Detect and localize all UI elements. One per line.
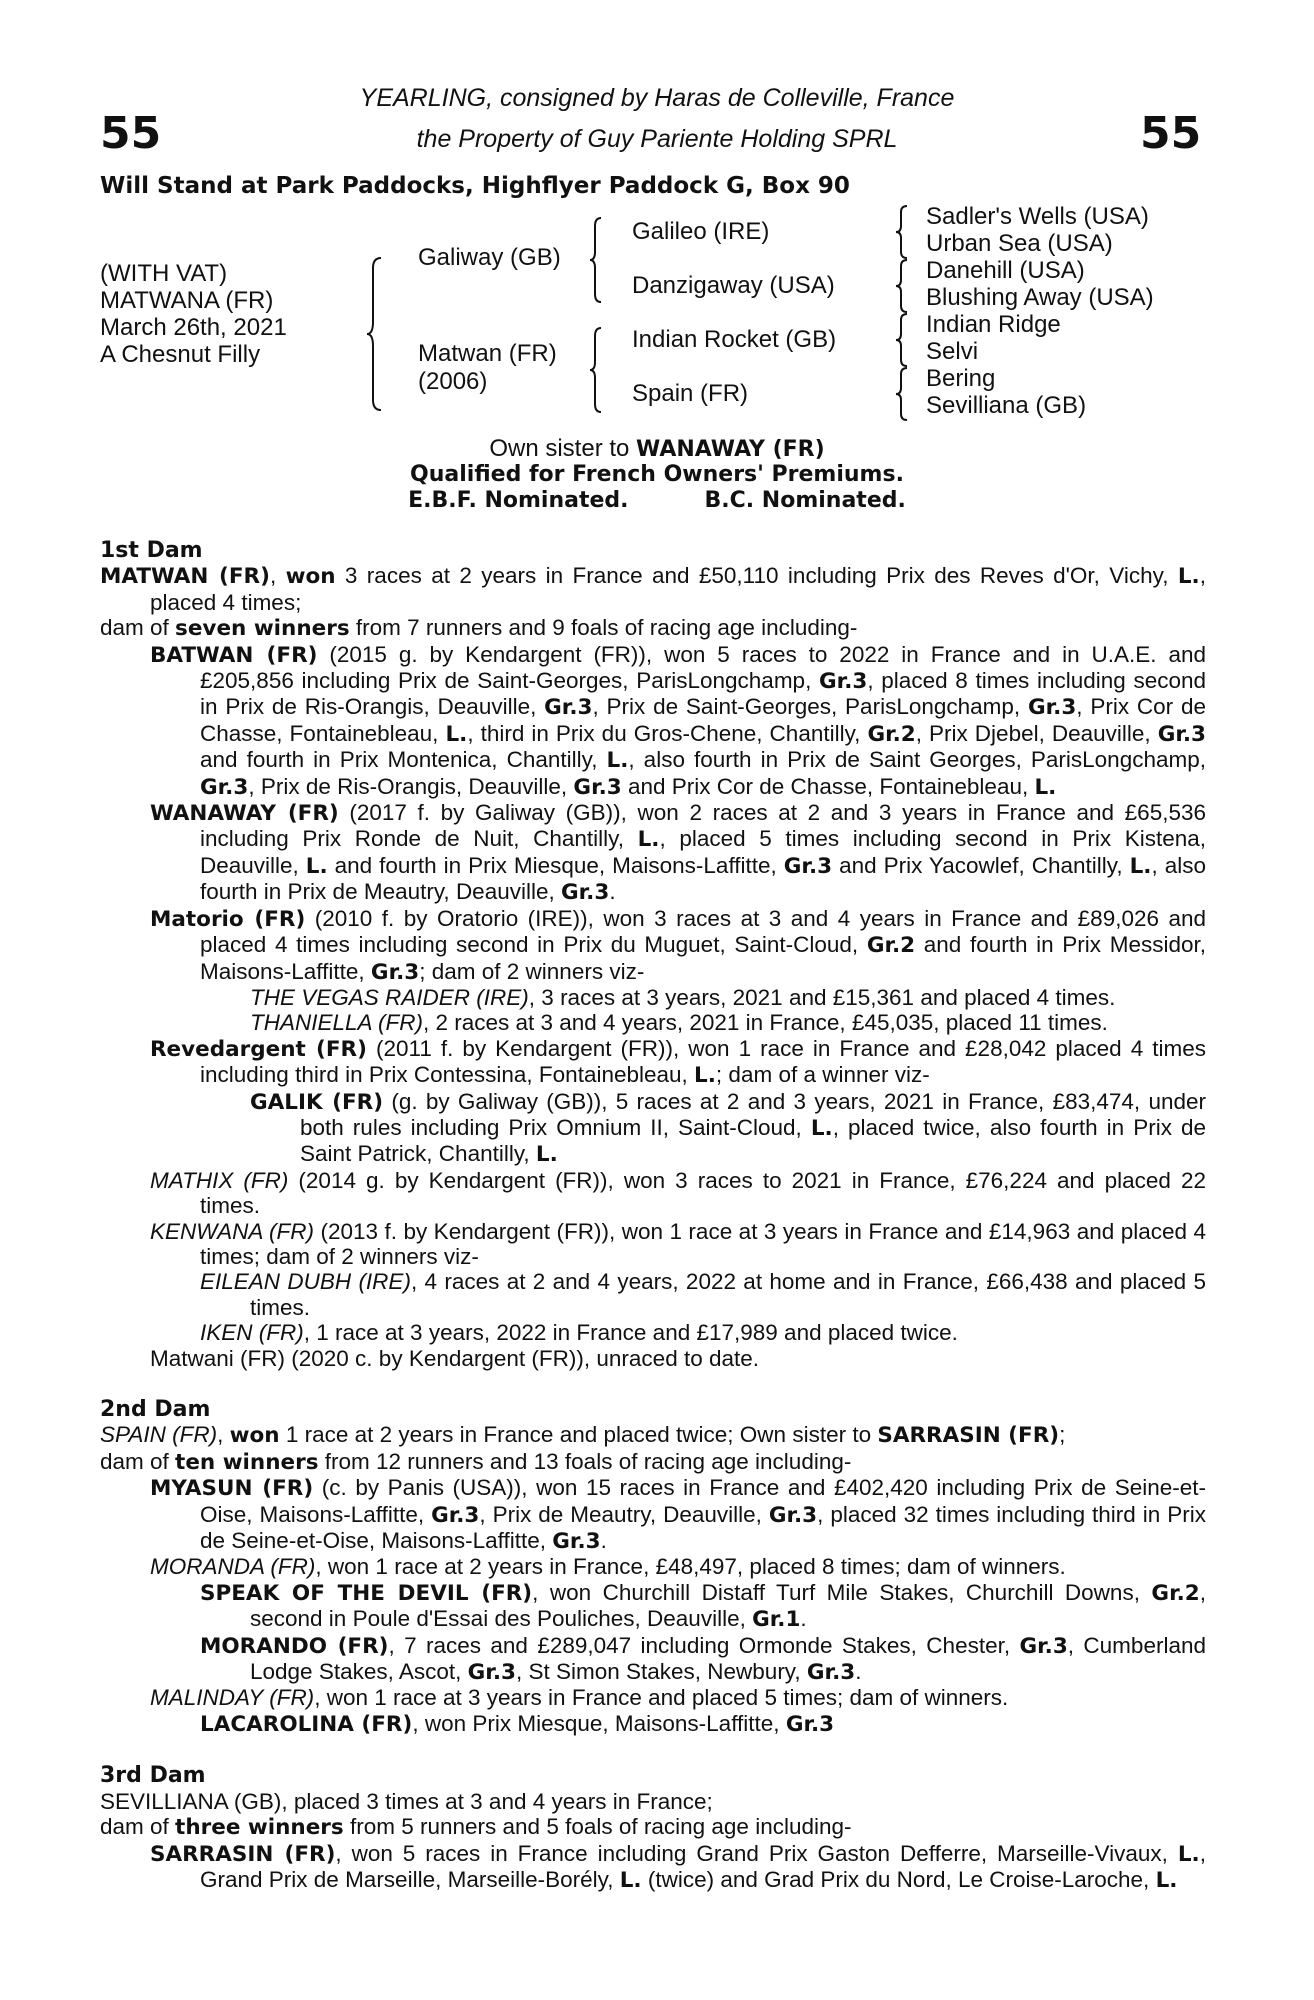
produce-wanaway: WANAWAY (FR) (2017 f. by Galiway (GB)), won 2 races at 2 and 3 years in France and £65,536 including Prix Ronde de Nuit, Chantilly, L., placed 5 times including second in Prix Kistena, Deauville, L. and fourth in Prix Miesque, Maisons-Laffitte, Gr.3 and Prix Yacowlef, Chantilly, L., also fourth in Prix de Meautry, Deauville, Gr.3. xyxy=(150,800,1207,906)
pedigree-sire-dam: Danzigaway (USA) xyxy=(632,272,835,299)
own-sister-note: Own sister to WANAWAY (FR) xyxy=(489,435,825,462)
horse-name: MATWANA (FR) xyxy=(100,287,274,314)
pedigree-g8: Sevilliana (GB) xyxy=(926,392,1087,419)
first-dam-summary: MATWAN (FR), won 3 races at 2 years in France and £50,110 including Prix des Reves d'Or, Vichy, L., placed 4 times; xyxy=(100,563,1206,615)
consignment-line: YEARLING, consigned by Haras de Colleville, France xyxy=(359,84,955,112)
first-dam-heading: 1st Dam xyxy=(100,538,203,563)
produce-batwan: BATWAN (FR) (2015 g. by Kendargent (FR)), won 5 races to 2022 in France and in U.A.E. and £205,856 including Prix de Saint-Georges, ParisLongchamp, Gr.3, placed 8 times including second in Prix de Ris-Orangis, Deauville, Gr.3, Prix de Saint-Georges, ParisLongchamp, Gr.3, Prix Cor de Chasse, Fontainebleau, L., third in Prix du Gros-Chene, Chantilly, Gr.2, Prix Djebel, Deauville, Gr.3 and fourth in Prix Montenica, Chantilly, L., also fourth in Prix de Saint Georges, ParisLongchamp, Gr.3, Prix de Ris-Orangis, Deauville, Gr.3 and Prix Cor de Chasse, Fontainebleau, L. xyxy=(150,641,1206,800)
produce-mathix: MATHIX (FR) (2014 g. by Kendargent (FR)), won 3 races to 2021 in France, £76,224 and placed 22 times. xyxy=(150,1167,1207,1219)
second-dam-summary: SPAIN (FR), won 1 race at 2 years in France and placed twice; Own sister to SARRASIN (FR); xyxy=(100,1422,1066,1449)
third-dam-summary: SEVILLIANA (GB), placed 3 times at 3 and 4 years in France; xyxy=(100,1788,713,1814)
produce-revedargent: Revedargent (FR) (2011 f. by Kendargent (FR)), won 1 race in France and £28,042 placed 4 times including third in Prix Contessina, Fontainebleau, L.; dam of a winner viz- xyxy=(150,1035,1207,1089)
pedigree-brace-g3 xyxy=(894,312,910,368)
lot-number-left: 55 xyxy=(100,108,162,159)
pedigree-dam-sire: Indian Rocket (GB) xyxy=(632,326,837,353)
dam-record xyxy=(100,538,1206,1893)
pedigree-brace-main xyxy=(365,256,385,412)
premiums-note: Qualified for French Owners' Premiums. xyxy=(410,462,904,487)
pedigree-g5: Indian Ridge xyxy=(926,311,1061,338)
produce-speak-of-the-devil: SPEAK OF THE DEVIL (FR), won Churchill Distaff Turf Mile Stakes, Churchill Downs, Gr.2, second in Poule d'Essai des Pouliches, Deauville, Gr.1. xyxy=(200,1579,1206,1633)
pedigree-g4: Blushing Away (USA) xyxy=(926,284,1154,311)
produce-myasun: MYASUN (FR) (c. by Panis (USA)), won 15 races in France and £402,420 including Prix de Seine-et-Oise, Maisons-Laffitte, Gr.3, Prix de Meautry, Deauville, Gr.3, placed 32 times including third in Prix de Seine-et-Oise, Maisons-Laffitte, Gr.3. xyxy=(150,1475,1206,1555)
produce-kenwana: KENWANA (FR) (2013 f. by Kendargent (FR)), won 1 race at 3 years in France and £14,963 and placed 4 times; dam of 2 winners viz- xyxy=(150,1218,1206,1269)
produce-matorio: Matorio (FR) (2010 f. by Oratorio (IRE)), won 3 races at 3 and 4 years in France and £89,026 and placed 4 times including second in Prix du Muguet, Saint-Cloud, Gr.2 and fourth in Prix Messidor, Maisons-Laffitte, Gr.3; dam of 2 winners viz- xyxy=(150,905,1207,985)
second-dam-heading: 2nd Dam xyxy=(100,1397,211,1422)
lot-number-right: 55 xyxy=(1140,108,1202,159)
pedigree-sire: Galiway (GB) xyxy=(418,244,561,271)
produce-moranda: MORANDA (FR), won 1 race at 2 years in France, £48,497, placed 8 times; dam of winners. xyxy=(150,1554,1066,1580)
stand-location: Will Stand at Park Paddocks, Highflyer Paddock G, Box 90 xyxy=(100,173,850,199)
property-line: the Property of Guy Pariente Holding SPRL xyxy=(416,125,898,153)
second-dam-produce: dam of ten winners from 12 runners and 13 foals of racing age including- xyxy=(100,1448,852,1475)
nominations-note: E.B.F. Nominated. B.C. Nominated. xyxy=(408,488,906,513)
first-dam-produce: dam of seven winners from 7 runners and 9 foals of racing age including- xyxy=(100,615,858,642)
pedigree-brace-g2 xyxy=(894,258,910,314)
pedigree-brace-dam xyxy=(588,326,604,414)
produce-iken: IKEN (FR), 1 race at 3 years, 2022 in France and £17,989 and placed twice. xyxy=(200,1320,958,1346)
horse-description: A Chesnut Filly xyxy=(100,341,261,368)
pedigree-brace-sire xyxy=(588,216,604,304)
pedigree-dam: Matwan (FR) xyxy=(418,340,557,367)
third-dam-produce: dam of three winners from 5 runners and 5 foals of racing age including- xyxy=(100,1814,852,1841)
vat-note: (WITH VAT) xyxy=(100,260,228,287)
produce-eilean-dubh: EILEAN DUBH (IRE), 4 races at 2 and 4 years, 2022 at home and in France, £66,438 and placed 5 times. xyxy=(200,1269,1206,1320)
pedigree-g1: Sadler's Wells (USA) xyxy=(926,203,1149,230)
produce-morando: MORANDO (FR), 7 races and £289,047 including Ormonde Stakes, Chester, Gr.3, Cumberland Lodge Stakes, Ascot, Gr.3, St Simon Stakes, Newbury, Gr.3. xyxy=(200,1632,1206,1686)
produce-lacarolina: LACAROLINA (FR), won Prix Miesque, Maisons-Laffitte, Gr.3 xyxy=(200,1710,835,1737)
pedigree-g2: Urban Sea (USA) xyxy=(926,230,1113,257)
third-dam-heading: 3rd Dam xyxy=(100,1763,206,1789)
pedigree-dam-dam: Spain (FR) xyxy=(632,380,749,407)
pedigree-g6: Selvi xyxy=(926,338,979,365)
produce-thaniella: THANIELLA (FR), 2 races at 3 and 4 years, 2021 in France, £45,035, placed 11 times. xyxy=(250,1010,1108,1036)
pedigree-g3: Danehill (USA) xyxy=(926,257,1085,284)
produce-matwani: Matwani (FR) (2020 c. by Kendargent (FR)), unraced to date. xyxy=(150,1345,760,1371)
produce-malinday: MALINDAY (FR), won 1 race at 3 years in France and placed 5 times; dam of winners. xyxy=(150,1685,1009,1711)
produce-the-vegas-raider: THE VEGAS RAIDER (IRE), 3 races at 3 years, 2021 and £15,361 and placed 4 times. xyxy=(250,984,1116,1010)
pedigree-g7: Bering xyxy=(926,365,996,392)
pedigree-sire-sire: Galileo (IRE) xyxy=(632,218,770,245)
pedigree-dam-year: (2006) xyxy=(418,368,488,395)
produce-galik: GALIK (FR) (g. by Galiway (GB)), 5 races at 2 and 3 years, 2021 in France, £83,474, under both rules including Prix Omnium II, Saint-Cloud, L., placed twice, also fourth in Prix de Saint Patrick, Chantilly, L. xyxy=(250,1088,1206,1168)
produce-sarrasin: SARRASIN (FR), won 5 races in France including Grand Prix Gaston Defferre, Marseille-Vivaux, L., Grand Prix de Marseille, Marseille-Borély, L. (twice) and Grad Prix du Nord, Le Croise-Laroche, L. xyxy=(150,1840,1206,1893)
foaled-date: March 26th, 2021 xyxy=(100,314,287,341)
pedigree-brace-g4 xyxy=(894,366,910,422)
pedigree-brace-g1 xyxy=(894,204,910,260)
